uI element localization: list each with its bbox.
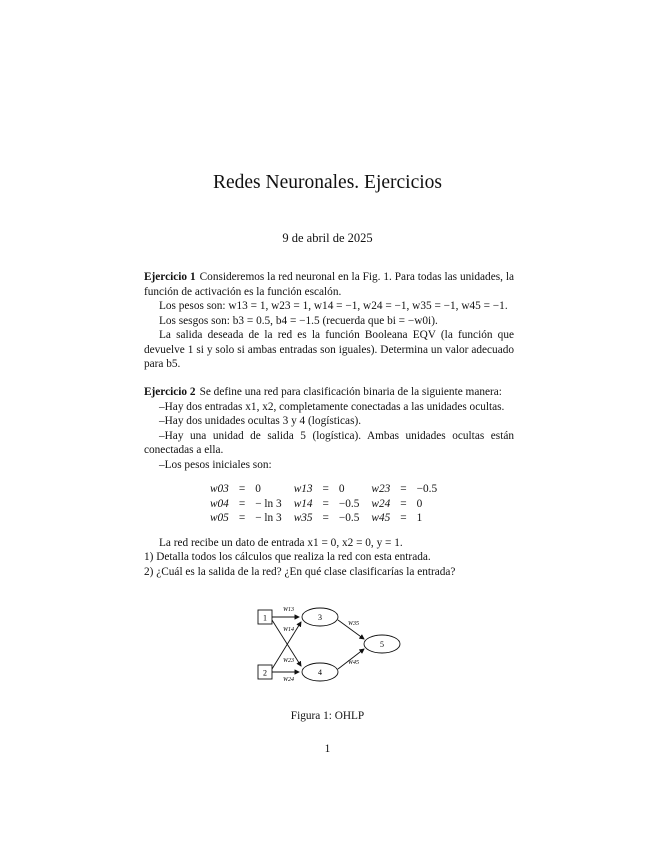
document-date: 9 de abril de 2025: [282, 231, 373, 245]
weight-value: −0.5: [338, 497, 360, 510]
exercise-2-label: Ejercicio 2: [144, 386, 196, 398]
exercise-2-item-hidden: –Hay dos unidades ocultas 3 y 4 (logísticas).: [159, 415, 362, 427]
exercise-1-biases: Los sesgos son: b3 = 0.5, b4 = −1.5 (recuerda que bi = −w0i).: [159, 314, 438, 327]
weight-name: w13: [293, 483, 313, 495]
exercise-1-weights: Los pesos son: w13 = 1, w23 = 1, w14 = −1, w24 = −1, w35 = −1, w45 = −1.: [159, 300, 508, 312]
node-label-4: 4: [318, 668, 322, 677]
exercise-2-intro: Ejercicio 2 Se define una red para clasificación binaria de la siguiente manera:: [144, 386, 502, 398]
weight-name: w35: [293, 512, 313, 524]
weight-equals: =: [400, 483, 407, 495]
weight-value: 0: [416, 497, 423, 510]
exercise-2-item-output: –Hay una unidad de salida 5 (logística). Ambas unidades ocultas están conectadas a ella.: [144, 429, 514, 456]
weights-row: [210, 511, 449, 526]
weight-name: w04: [210, 497, 229, 510]
weight-value: 0: [338, 483, 345, 495]
exercise-1-label: Ejercicio 1: [144, 271, 196, 283]
edge-label-w14: W14: [283, 627, 294, 633]
edge-label-w45: W45: [348, 660, 359, 666]
node-label-3: 3: [318, 613, 322, 622]
exercise-2: [144, 385, 514, 579]
edge-label-w35: W35: [348, 621, 359, 627]
edge-4-5: [338, 649, 364, 669]
weight-name: w23: [371, 483, 391, 495]
weight-equals: =: [322, 497, 329, 510]
weight-equals: =: [400, 512, 407, 524]
weight-name: w03: [210, 483, 229, 495]
weight-value: −0.5: [338, 512, 360, 524]
weight-equals: =: [322, 483, 329, 495]
weight-equals: =: [238, 497, 246, 510]
exercise-1-intro: Ejercicio 1 Consideremos la red neuronal en la Fig. 1. Para todas las unidades, la función de activación es la función escalón.: [144, 271, 514, 298]
figure-caption: Figura 1: OHLP: [290, 710, 365, 722]
exercise-2-question-2: 2) ¿Cuál es la salida de la red? ¿En qué clase clasificarías la entrada?: [144, 565, 456, 578]
exercise-2-question-1: 1) Detalla todos los cálculos que realiza la red con esta entrada.: [144, 551, 431, 563]
node-label-5: 5: [380, 640, 384, 649]
weight-value: 0: [255, 483, 261, 495]
network-diagram: [250, 598, 410, 688]
node-label-1: 1: [263, 613, 267, 623]
initial-weights-table: [210, 482, 449, 526]
exercise-2-item-weights: –Los pesos iniciales son:: [159, 458, 272, 471]
weight-name: w05: [210, 512, 229, 524]
weight-value: − ln 3: [255, 512, 282, 524]
exercise-1-task: La salida deseada de la red es la función Booleana EQV (la función que devuelve 1 si y solo si ambas entradas son iguales). Determina un valor adecuado para b5.: [144, 329, 514, 370]
edge-label-w23: W23: [283, 658, 294, 664]
exercise-2-input: La red recibe un dato de entrada x1 = 0, x2 = 0, y = 1.: [159, 536, 403, 549]
edge-label-w24: W24: [283, 677, 294, 683]
weight-equals: =: [238, 483, 246, 495]
weight-name: w24: [371, 497, 391, 510]
weight-equals: =: [322, 512, 329, 524]
weight-value: 1: [416, 512, 423, 524]
weight-value: −0.5: [416, 483, 438, 495]
weight-equals: =: [400, 497, 407, 510]
page-number: 1: [324, 743, 331, 755]
exercise-1: [144, 270, 514, 372]
node-label-2: 2: [263, 668, 267, 678]
weight-name: w14: [293, 497, 313, 510]
weight-equals: =: [238, 512, 246, 524]
weight-value: − ln 3: [255, 497, 282, 510]
weights-row: [210, 497, 449, 512]
document-title: Redes Neuronales. Ejercicios: [212, 172, 443, 193]
exercise-2-item-inputs: –Hay dos entradas x1, x2, completamente conectadas a las unidades ocultas.: [159, 400, 505, 413]
weights-row: [210, 482, 449, 497]
weight-name: w45: [371, 512, 391, 524]
edge-label-w13: W13: [283, 607, 294, 613]
